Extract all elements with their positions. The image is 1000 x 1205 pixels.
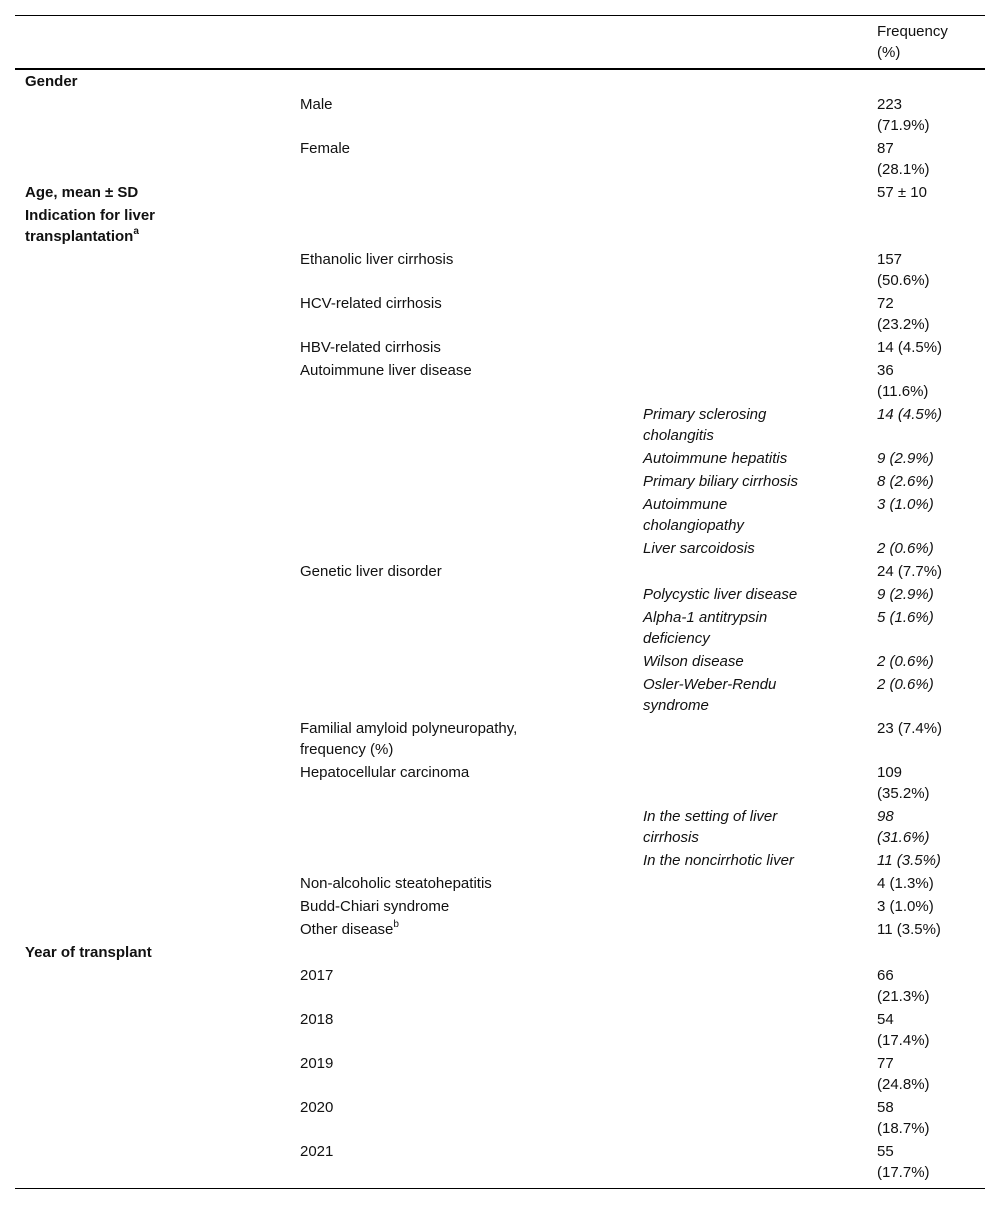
row-frequency: 9 (2.9%)	[877, 586, 934, 603]
row-frequency: 14 (4.5%)	[877, 339, 943, 356]
row-frequency: 58 (18.7%)	[877, 1099, 930, 1137]
bottom-rule	[15, 1188, 985, 1189]
row-frequency: 77 (24.8%)	[877, 1055, 930, 1093]
row-subitem: Liver sarcoidosis	[643, 540, 755, 557]
row-subitem: Primary sclerosing cholangitis	[643, 406, 767, 444]
row-subitem: Wilson disease	[643, 653, 744, 670]
row-subitem: In the noncirrhotic liver	[643, 852, 794, 869]
row-subitem: Primary biliary cirrhosis	[643, 473, 799, 490]
row-category: Gender	[25, 73, 78, 90]
row-subitem: Alpha-1 antitrypsin deficiency	[643, 609, 768, 647]
row-category: Indication for liver transplantation$^a$	[25, 207, 156, 245]
row-frequency: 23 (7.4%)	[877, 720, 943, 737]
header-rule	[15, 68, 985, 70]
row-category: Age, mean ± SD	[25, 184, 139, 201]
row-item: 2018	[300, 1011, 334, 1028]
row-frequency: 66 (21.3%)	[877, 967, 930, 1005]
row-item: Male	[300, 96, 333, 113]
row-frequency: 157 (50.6%)	[877, 251, 930, 289]
row-frequency: 55 (17.7%)	[877, 1143, 930, 1181]
row-frequency: 98 (31.6%)	[877, 808, 930, 846]
row-subitem: Polycystic liver disease	[643, 586, 798, 603]
row-item: 2017	[300, 967, 334, 984]
row-frequency: 5 (1.6%)	[877, 609, 934, 626]
row-frequency: 223 (71.9%)	[877, 96, 930, 134]
row-frequency: 36 (11.6%)	[877, 362, 929, 400]
row-frequency: 4 (1.3%)	[877, 875, 934, 892]
row-frequency: 14 (4.5%)	[877, 406, 943, 423]
row-item: Non-alcoholic steatohepatitis	[300, 875, 492, 892]
row-item: 2019	[300, 1055, 334, 1072]
footnote-marker: a	[133, 226, 139, 237]
row-frequency: 11 (3.5%)	[877, 921, 941, 938]
row-category: Year of transplant	[25, 944, 152, 961]
row-subitem: Osler-Weber-Rendu syndrome	[643, 676, 777, 714]
row-frequency: 72 (23.2%)	[877, 295, 930, 333]
row-item: Hepatocellular carcinoma	[300, 764, 470, 781]
row-frequency: 3 (1.0%)	[877, 898, 934, 915]
row-subitem: Autoimmune hepatitis	[643, 450, 788, 467]
row-item: HCV-related cirrhosis	[300, 295, 442, 312]
row-frequency: 87 (28.1%)	[877, 140, 930, 178]
row-item: Budd-Chiari syndrome	[300, 898, 450, 915]
row-item: 2020	[300, 1099, 334, 1116]
row-frequency: 11 (3.5%)	[877, 852, 941, 869]
row-frequency: 54 (17.4%)	[877, 1011, 930, 1049]
row-frequency: 109 (35.2%)	[877, 764, 930, 802]
row-item: Autoimmune liver disease	[300, 362, 472, 379]
row-item: Ethanolic liver cirrhosis	[300, 251, 454, 268]
row-item: 2021	[300, 1143, 334, 1160]
row-frequency: 3 (1.0%)	[877, 496, 934, 513]
row-subitem: Autoimmune cholangiopathy	[643, 496, 744, 534]
row-frequency: 24 (7.7%)	[877, 563, 943, 580]
row-item: Familial amyloid polyneuropathy, frequency (%)	[300, 720, 518, 758]
footnote-marker: b	[393, 919, 399, 930]
row-item: HBV-related cirrhosis	[300, 339, 441, 356]
row-item: Other disease$^b$	[300, 919, 399, 938]
top-rule	[15, 15, 985, 16]
row-frequency: 8 (2.6%)	[877, 473, 934, 490]
row-frequency: 57 ± 10	[877, 184, 927, 201]
row-frequency: 2 (0.6%)	[877, 653, 934, 670]
column-header-frequency: Frequency (%)	[877, 23, 948, 61]
row-item: Female	[300, 140, 351, 157]
row-subitem: In the setting of liver cirrhosis	[643, 808, 778, 846]
row-item: Genetic liver disorder	[300, 563, 442, 580]
row-frequency: 9 (2.9%)	[877, 450, 934, 467]
row-frequency: 2 (0.6%)	[877, 540, 934, 557]
row-frequency: 2 (0.6%)	[877, 676, 934, 693]
